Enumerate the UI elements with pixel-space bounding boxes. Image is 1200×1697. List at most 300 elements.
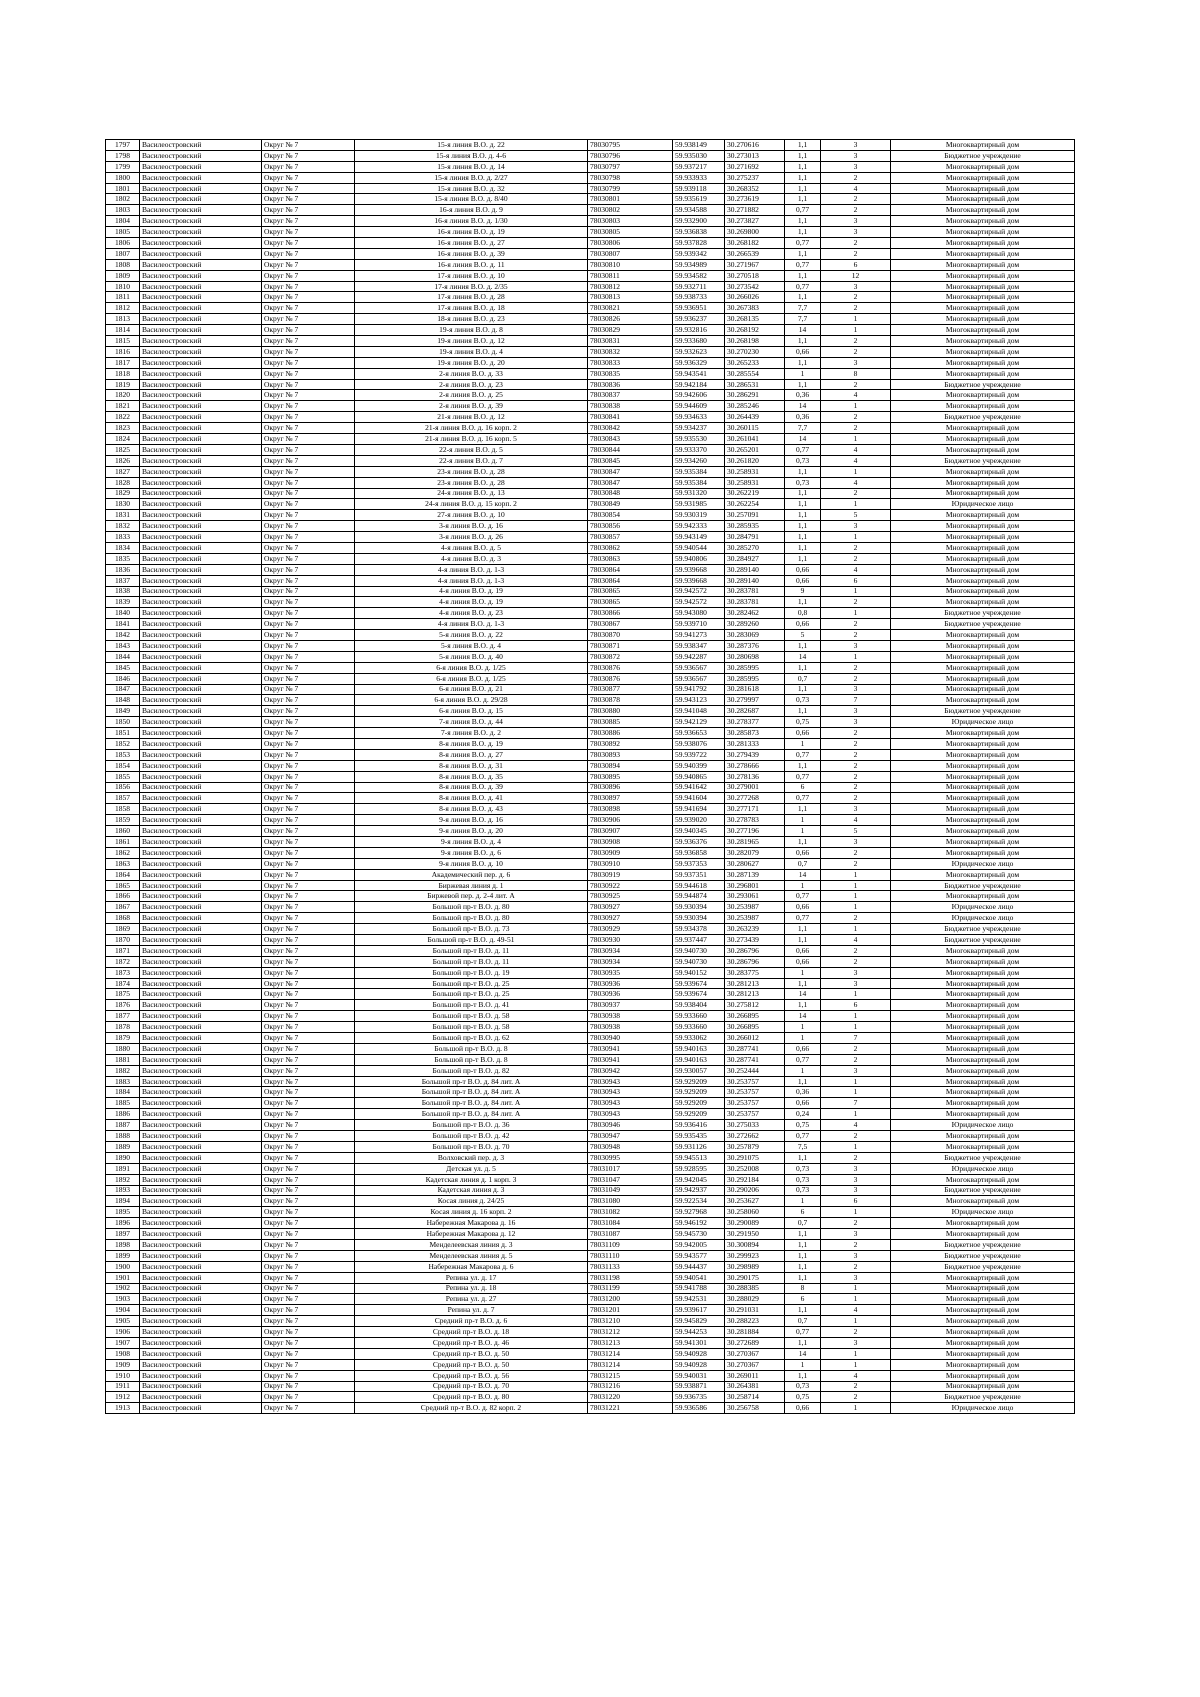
cell-district: Василеостровский <box>140 499 262 510</box>
cell-volume: 0,66 <box>785 575 821 586</box>
cell-volume: 1 <box>785 880 821 891</box>
cell-object-code: 78031047 <box>588 1174 673 1185</box>
cell-longitude: 30.264439 <box>725 412 785 423</box>
cell-row-number: 1906 <box>106 1327 140 1338</box>
cell-address: 9-я линия В.О. д. 10 <box>355 858 588 869</box>
cell-object-type: Многоквартирный дом <box>891 837 1075 848</box>
cell-district: Василеостровский <box>140 826 262 837</box>
cell-municipal-okrug: Округ № 7 <box>262 303 355 314</box>
cell-address: 15-я линия В.О. д. 8/40 <box>355 194 588 205</box>
cell-object-code: 78030866 <box>588 608 673 619</box>
table-row <box>106 826 1075 837</box>
table-row <box>106 1218 1075 1229</box>
cell-latitude: 59.933933 <box>673 172 725 183</box>
cell-municipal-okrug: Округ № 7 <box>262 1054 355 1065</box>
cell-municipal-okrug: Округ № 7 <box>262 412 355 423</box>
cell-longitude: 30.278783 <box>725 815 785 826</box>
cell-district: Василеостровский <box>140 880 262 891</box>
cell-latitude: 59.942184 <box>673 379 725 390</box>
cell-latitude: 59.932623 <box>673 346 725 357</box>
cell-longitude: 30.266026 <box>725 292 785 303</box>
cell-latitude: 59.936653 <box>673 728 725 739</box>
cell-district: Василеостровский <box>140 782 262 793</box>
cell-latitude: 59.942572 <box>673 597 725 608</box>
cell-object-code: 78030893 <box>588 749 673 760</box>
cell-row-number: 1884 <box>106 1087 140 1098</box>
cell-count: 2 <box>821 488 891 499</box>
cell-address: Репина ул. д. 27 <box>355 1294 588 1305</box>
cell-longitude: 30.278377 <box>725 717 785 728</box>
cell-longitude: 30.270230 <box>725 346 785 357</box>
cell-row-number: 1800 <box>106 172 140 183</box>
cell-latitude: 59.939020 <box>673 815 725 826</box>
cell-longitude: 30.278136 <box>725 771 785 782</box>
cell-count: 3 <box>821 1185 891 1196</box>
cell-volume: 0,36 <box>785 1087 821 1098</box>
cell-longitude: 30.258931 <box>725 477 785 488</box>
cell-municipal-okrug: Округ № 7 <box>262 466 355 477</box>
cell-address: Средний пр-т В.О. д. 80 <box>355 1392 588 1403</box>
cell-row-number: 1901 <box>106 1272 140 1283</box>
cell-volume: 1,1 <box>785 172 821 183</box>
table-row <box>106 640 1075 651</box>
cell-row-number: 1833 <box>106 532 140 543</box>
table-row <box>106 924 1075 935</box>
cell-count: 2 <box>821 760 891 771</box>
cell-count: 1 <box>821 314 891 325</box>
cell-address: 17-я линия В.О. д. 18 <box>355 303 588 314</box>
table-row <box>106 368 1075 379</box>
cell-address: 9-я линия В.О. д. 16 <box>355 815 588 826</box>
cell-longitude: 30.268135 <box>725 314 785 325</box>
register-table-body <box>106 140 1075 1414</box>
cell-district: Василеостровский <box>140 662 262 673</box>
cell-municipal-okrug: Округ № 7 <box>262 858 355 869</box>
cell-address: 3-я линия В.О. д. 16 <box>355 521 588 532</box>
cell-municipal-okrug: Округ № 7 <box>262 499 355 510</box>
cell-count: 2 <box>821 673 891 684</box>
cell-volume: 1 <box>785 1033 821 1044</box>
cell-object-code: 78030856 <box>588 521 673 532</box>
cell-latitude: 59.934582 <box>673 270 725 281</box>
cell-object-code: 78030832 <box>588 346 673 357</box>
cell-longitude: 30.283069 <box>725 630 785 641</box>
cell-row-number: 1861 <box>106 837 140 848</box>
cell-latitude: 59.938733 <box>673 292 725 303</box>
cell-object-code: 78030811 <box>588 270 673 281</box>
cell-district: Василеостровский <box>140 1054 262 1065</box>
table-row <box>106 292 1075 303</box>
cell-district: Василеостровский <box>140 325 262 336</box>
cell-address: Набережная Макарова д. 12 <box>355 1229 588 1240</box>
cell-object-code: 78030896 <box>588 782 673 793</box>
cell-address: 5-я линия В.О. д. 4 <box>355 640 588 651</box>
cell-object-type: Многоквартирный дом <box>891 183 1075 194</box>
cell-address: 16-я линия В.О. д. 27 <box>355 238 588 249</box>
cell-volume: 0,66 <box>785 346 821 357</box>
cell-latitude: 59.942287 <box>673 651 725 662</box>
cell-address: Средний пр-т В.О. д. 50 <box>355 1359 588 1370</box>
cell-count: 1 <box>821 1348 891 1359</box>
cell-district: Василеостровский <box>140 281 262 292</box>
cell-row-number: 1841 <box>106 619 140 630</box>
cell-object-code: 78030878 <box>588 695 673 706</box>
cell-municipal-okrug: Округ № 7 <box>262 815 355 826</box>
cell-object-code: 78030943 <box>588 1098 673 1109</box>
cell-object-type: Бюджетное учреждение <box>891 880 1075 891</box>
table-row <box>106 913 1075 924</box>
cell-longitude: 30.268198 <box>725 336 785 347</box>
cell-object-type: Многоквартирный дом <box>891 227 1075 238</box>
table-row <box>106 1098 1075 1109</box>
cell-district: Василеостровский <box>140 640 262 651</box>
cell-object-type: Многоквартирный дом <box>891 1043 1075 1054</box>
table-row <box>106 1065 1075 1076</box>
table-row <box>106 945 1075 956</box>
cell-municipal-okrug: Округ № 7 <box>262 150 355 161</box>
cell-longitude: 30.268352 <box>725 183 785 194</box>
cell-municipal-okrug: Округ № 7 <box>262 281 355 292</box>
cell-object-type: Многоквартирный дом <box>891 1098 1075 1109</box>
cell-latitude: 59.927968 <box>673 1207 725 1218</box>
cell-object-type: Многоквартирный дом <box>891 532 1075 543</box>
cell-district: Василеостровский <box>140 1076 262 1087</box>
cell-volume: 1 <box>785 967 821 978</box>
cell-latitude: 59.936376 <box>673 837 725 848</box>
cell-volume: 1,1 <box>785 161 821 172</box>
cell-latitude: 59.936735 <box>673 1392 725 1403</box>
table-row <box>106 706 1075 717</box>
cell-district: Василеостровский <box>140 292 262 303</box>
table-row <box>106 1381 1075 1392</box>
cell-municipal-okrug: Округ № 7 <box>262 1120 355 1131</box>
cell-longitude: 30.287139 <box>725 869 785 880</box>
cell-object-type: Многоквартирный дом <box>891 444 1075 455</box>
cell-address: 16-я линия В.О. д. 9 <box>355 205 588 216</box>
cell-longitude: 30.286531 <box>725 379 785 390</box>
cell-district: Василеостровский <box>140 1011 262 1022</box>
cell-object-type: Многоквартирный дом <box>891 945 1075 956</box>
cell-count: 1 <box>821 880 891 891</box>
cell-count: 2 <box>821 542 891 553</box>
cell-count: 2 <box>821 1327 891 1338</box>
cell-count: 1 <box>821 924 891 935</box>
cell-count: 4 <box>821 390 891 401</box>
cell-row-number: 1840 <box>106 608 140 619</box>
cell-address: Репина ул. д. 17 <box>355 1272 588 1283</box>
cell-count: 2 <box>821 630 891 641</box>
cell-municipal-okrug: Округ № 7 <box>262 1196 355 1207</box>
cell-longitude: 30.271882 <box>725 205 785 216</box>
cell-latitude: 59.930394 <box>673 913 725 924</box>
cell-address: 17-я линия В.О. д. 28 <box>355 292 588 303</box>
cell-row-number: 1866 <box>106 891 140 902</box>
cell-longitude: 30.273542 <box>725 281 785 292</box>
cell-object-code: 78030909 <box>588 847 673 858</box>
cell-object-code: 78030803 <box>588 216 673 227</box>
table-row <box>106 510 1075 521</box>
cell-object-type: Многоквартирный дом <box>891 1109 1075 1120</box>
table-row <box>106 1000 1075 1011</box>
table-row <box>106 357 1075 368</box>
cell-volume: 1,1 <box>785 1250 821 1261</box>
cell-row-number: 1913 <box>106 1403 140 1414</box>
cell-longitude: 30.288385 <box>725 1283 785 1294</box>
table-row <box>106 869 1075 880</box>
cell-longitude: 30.285270 <box>725 542 785 553</box>
cell-address: 16-я линия В.О. д. 39 <box>355 248 588 259</box>
cell-municipal-okrug: Округ № 7 <box>262 597 355 608</box>
cell-count: 3 <box>821 978 891 989</box>
cell-volume: 6 <box>785 782 821 793</box>
cell-volume: 1,1 <box>785 935 821 946</box>
table-row <box>106 281 1075 292</box>
cell-latitude: 59.929209 <box>673 1087 725 1098</box>
cell-latitude: 59.940031 <box>673 1370 725 1381</box>
cell-volume: 0,75 <box>785 1392 821 1403</box>
cell-district: Василеостровский <box>140 368 262 379</box>
cell-volume: 0,73 <box>785 1381 821 1392</box>
cell-object-type: Многоквартирный дом <box>891 259 1075 270</box>
table-row <box>106 379 1075 390</box>
cell-latitude: 59.942045 <box>673 1174 725 1185</box>
cell-count: 4 <box>821 455 891 466</box>
cell-object-code: 78030796 <box>588 150 673 161</box>
cell-address: 8-я линия В.О. д. 27 <box>355 749 588 760</box>
cell-latitude: 59.934378 <box>673 924 725 935</box>
cell-object-code: 78030925 <box>588 891 673 902</box>
cell-row-number: 1903 <box>106 1294 140 1305</box>
cell-latitude: 59.936237 <box>673 314 725 325</box>
cell-object-code: 78030835 <box>588 368 673 379</box>
cell-address: 8-я линия В.О. д. 41 <box>355 793 588 804</box>
cell-longitude: 30.281618 <box>725 684 785 695</box>
cell-municipal-okrug: Округ № 7 <box>262 1283 355 1294</box>
cell-object-type: Юридическое лицо <box>891 1163 1075 1174</box>
cell-longitude: 30.273619 <box>725 194 785 205</box>
cell-object-code: 78030936 <box>588 978 673 989</box>
table-row <box>106 314 1075 325</box>
cell-volume: 0,77 <box>785 793 821 804</box>
cell-latitude: 59.937351 <box>673 869 725 880</box>
cell-object-type: Многоквартирный дом <box>891 1229 1075 1240</box>
cell-volume: 1,1 <box>785 760 821 771</box>
cell-municipal-okrug: Округ № 7 <box>262 1239 355 1250</box>
cell-address: Большой пр-т В.О. д. 82 <box>355 1065 588 1076</box>
cell-count: 2 <box>821 423 891 434</box>
cell-object-code: 78030934 <box>588 956 673 967</box>
cell-object-type: Многоквартирный дом <box>891 1359 1075 1370</box>
cell-latitude: 59.934989 <box>673 259 725 270</box>
cell-volume: 7,7 <box>785 303 821 314</box>
cell-longitude: 30.262219 <box>725 488 785 499</box>
cell-volume: 1,1 <box>785 706 821 717</box>
table-row <box>106 553 1075 564</box>
cell-latitude: 59.935384 <box>673 466 725 477</box>
cell-municipal-okrug: Округ № 7 <box>262 564 355 575</box>
cell-object-type: Многоквартирный дом <box>891 564 1075 575</box>
cell-address: 4-я линия В.О. д. 19 <box>355 597 588 608</box>
cell-object-type: Многоквартирный дом <box>891 1283 1075 1294</box>
cell-longitude: 30.292184 <box>725 1174 785 1185</box>
cell-object-code: 78031214 <box>588 1348 673 1359</box>
cell-volume: 0,7 <box>785 858 821 869</box>
cell-row-number: 1880 <box>106 1043 140 1054</box>
table-row <box>106 259 1075 270</box>
cell-address: 19-я линия В.О. д. 12 <box>355 336 588 347</box>
cell-count: 6 <box>821 259 891 270</box>
cell-volume: 1,1 <box>785 532 821 543</box>
cell-object-code: 78030948 <box>588 1141 673 1152</box>
cell-municipal-okrug: Округ № 7 <box>262 357 355 368</box>
cell-object-code: 78031220 <box>588 1392 673 1403</box>
cell-district: Василеостровский <box>140 1043 262 1054</box>
cell-municipal-okrug: Округ № 7 <box>262 978 355 989</box>
cell-district: Василеостровский <box>140 891 262 902</box>
cell-longitude: 30.264381 <box>725 1381 785 1392</box>
cell-longitude: 30.286291 <box>725 390 785 401</box>
cell-object-type: Юридическое лицо <box>891 499 1075 510</box>
cell-count: 2 <box>821 238 891 249</box>
cell-count: 1 <box>821 989 891 1000</box>
cell-latitude: 59.944618 <box>673 880 725 891</box>
cell-district: Василеостровский <box>140 717 262 728</box>
cell-longitude: 30.291031 <box>725 1305 785 1316</box>
cell-municipal-okrug: Округ № 7 <box>262 510 355 521</box>
cell-district: Василеостровский <box>140 1239 262 1250</box>
table-row <box>106 1283 1075 1294</box>
cell-object-type: Многоквартирный дом <box>891 978 1075 989</box>
cell-latitude: 59.942606 <box>673 390 725 401</box>
cell-district: Василеостровский <box>140 1370 262 1381</box>
cell-count: 3 <box>821 1250 891 1261</box>
cell-longitude: 30.266895 <box>725 1011 785 1022</box>
cell-latitude: 59.929209 <box>673 1109 725 1120</box>
cell-count: 3 <box>821 706 891 717</box>
cell-latitude: 59.940865 <box>673 771 725 782</box>
cell-volume: 0,75 <box>785 717 821 728</box>
cell-object-code: 78031210 <box>588 1316 673 1327</box>
cell-district: Василеостровский <box>140 303 262 314</box>
cell-count: 12 <box>821 270 891 281</box>
cell-district: Василеостровский <box>140 542 262 553</box>
table-row <box>106 837 1075 848</box>
cell-object-type: Многоквартирный дом <box>891 1337 1075 1348</box>
cell-district: Василеостровский <box>140 1207 262 1218</box>
cell-district: Василеостровский <box>140 651 262 662</box>
cell-object-type: Многоквартирный дом <box>891 1076 1075 1087</box>
cell-address: 17-я линия В.О. д. 2/35 <box>355 281 588 292</box>
cell-latitude: 59.936858 <box>673 847 725 858</box>
table-row <box>106 935 1075 946</box>
cell-object-code: 78030907 <box>588 826 673 837</box>
cell-address: 19-я линия В.О. д. 20 <box>355 357 588 368</box>
cell-volume: 6 <box>785 1294 821 1305</box>
cell-latitude: 59.943577 <box>673 1250 725 1261</box>
cell-longitude: 30.282462 <box>725 608 785 619</box>
cell-district: Василеостровский <box>140 945 262 956</box>
cell-district: Василеостровский <box>140 1087 262 1098</box>
cell-longitude: 30.299923 <box>725 1250 785 1261</box>
cell-volume: 7,5 <box>785 1141 821 1152</box>
cell-row-number: 1809 <box>106 270 140 281</box>
cell-district: Василеостровский <box>140 1022 262 1033</box>
cell-longitude: 30.279997 <box>725 695 785 706</box>
cell-longitude: 30.252008 <box>725 1163 785 1174</box>
cell-latitude: 59.942333 <box>673 521 725 532</box>
cell-longitude: 30.253757 <box>725 1109 785 1120</box>
cell-object-code: 78031221 <box>588 1403 673 1414</box>
cell-volume: 1 <box>785 1022 821 1033</box>
cell-volume: 1,1 <box>785 499 821 510</box>
cell-object-code: 78030895 <box>588 771 673 782</box>
cell-count: 2 <box>821 771 891 782</box>
cell-row-number: 1878 <box>106 1022 140 1033</box>
cell-object-code: 78030864 <box>588 564 673 575</box>
cell-latitude: 59.938404 <box>673 1000 725 1011</box>
cell-object-code: 78030897 <box>588 793 673 804</box>
cell-address: Менделеевская линия д. 5 <box>355 1250 588 1261</box>
cell-object-type: Многоквартирный дом <box>891 336 1075 347</box>
cell-row-number: 1899 <box>106 1250 140 1261</box>
cell-municipal-okrug: Округ № 7 <box>262 292 355 303</box>
table-row <box>106 183 1075 194</box>
cell-longitude: 30.266539 <box>725 248 785 259</box>
cell-address: 23-я линия В.О. д. 28 <box>355 477 588 488</box>
cell-volume: 0,77 <box>785 1131 821 1142</box>
cell-municipal-okrug: Округ № 7 <box>262 161 355 172</box>
cell-latitude: 59.937217 <box>673 161 725 172</box>
table-row <box>106 1087 1075 1098</box>
cell-municipal-okrug: Округ № 7 <box>262 749 355 760</box>
cell-latitude: 59.942129 <box>673 717 725 728</box>
cell-object-type: Многоквартирный дом <box>891 673 1075 684</box>
cell-municipal-okrug: Округ № 7 <box>262 1098 355 1109</box>
cell-count: 1 <box>821 1076 891 1087</box>
cell-row-number: 1885 <box>106 1098 140 1109</box>
cell-object-code: 78030927 <box>588 902 673 913</box>
cell-latitude: 59.944609 <box>673 401 725 412</box>
cell-municipal-okrug: Округ № 7 <box>262 346 355 357</box>
cell-volume: 1,1 <box>785 837 821 848</box>
table-row <box>106 967 1075 978</box>
cell-object-type: Многоквартирный дом <box>891 597 1075 608</box>
cell-municipal-okrug: Округ № 7 <box>262 640 355 651</box>
cell-district: Василеостровский <box>140 1381 262 1392</box>
cell-volume: 0,66 <box>785 619 821 630</box>
cell-longitude: 30.277196 <box>725 826 785 837</box>
cell-address: 7-я линия В.О. д. 44 <box>355 717 588 728</box>
cell-object-type: Многоквартирный дом <box>891 325 1075 336</box>
cell-volume: 0,66 <box>785 1403 821 1414</box>
cell-district: Василеостровский <box>140 989 262 1000</box>
cell-object-type: Многоквартирный дом <box>891 542 1075 553</box>
table-row <box>106 1272 1075 1283</box>
cell-municipal-okrug: Округ № 7 <box>262 227 355 238</box>
cell-address: Большой пр-т В.О. д. 70 <box>355 1141 588 1152</box>
cell-volume: 0,73 <box>785 477 821 488</box>
cell-municipal-okrug: Округ № 7 <box>262 1065 355 1076</box>
cell-address: 4-я линия В.О. д. 1-3 <box>355 575 588 586</box>
cell-count: 3 <box>821 161 891 172</box>
cell-object-code: 78030862 <box>588 542 673 553</box>
cell-municipal-okrug: Округ № 7 <box>262 1141 355 1152</box>
cell-count: 7 <box>821 695 891 706</box>
cell-address: 3-я линия В.О. д. 26 <box>355 532 588 543</box>
cell-municipal-okrug: Округ № 7 <box>262 1131 355 1142</box>
cell-longitude: 30.282687 <box>725 706 785 717</box>
cell-district: Василеостровский <box>140 902 262 913</box>
